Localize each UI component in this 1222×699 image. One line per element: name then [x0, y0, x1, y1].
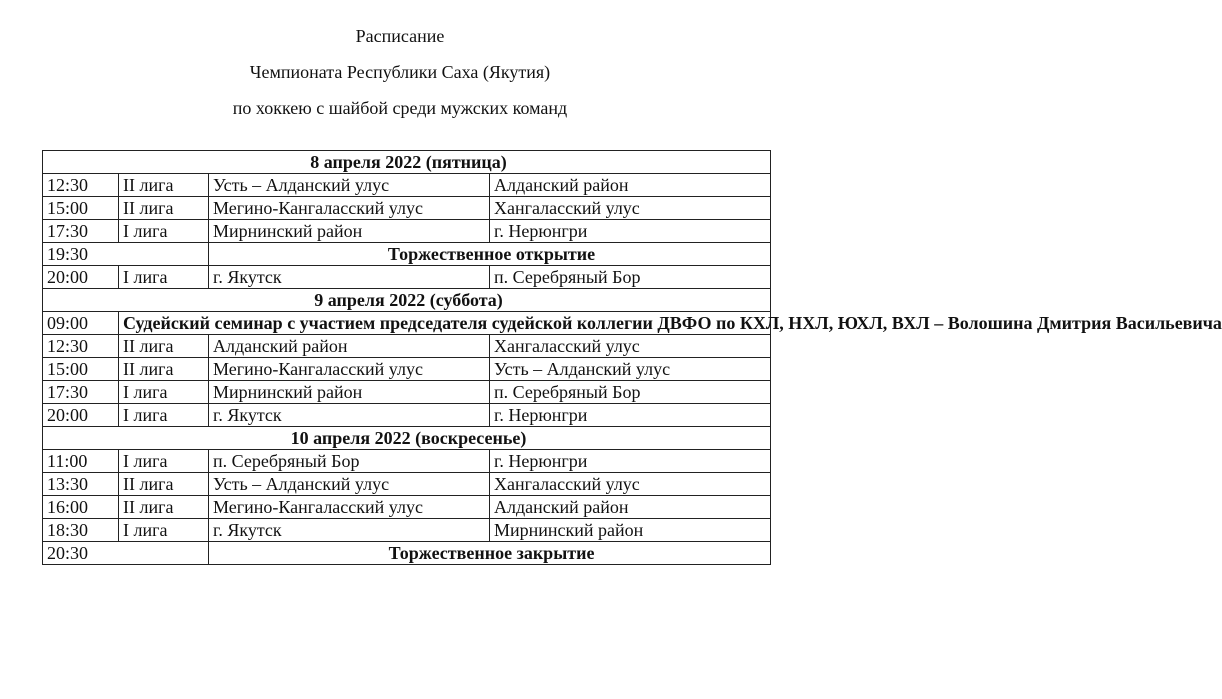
day-header-row [43, 427, 771, 450]
away-team-cell: Мирнинский район [490, 519, 771, 542]
match-row [43, 266, 771, 289]
home-team-cell: Мирнинский район [209, 220, 490, 243]
away-team-cell: п. Серебряный Бор [490, 266, 771, 289]
away-team-cell: п. Серебряный Бор [490, 381, 771, 404]
away-team-cell: Хангаласский улус [490, 473, 771, 496]
seminar-cell: Судейский семинар с участием председателя судейской коллегии ДВФО по КХЛ, НХЛ, ЮХЛ, ВХЛ – Волошина Дмитрия Васильевича [119, 312, 771, 335]
home-team-cell: г. Якутск [209, 519, 490, 542]
time-cell: 18:30 [43, 519, 119, 542]
home-team-cell: г. Якутск [209, 404, 490, 427]
match-row [43, 358, 771, 381]
time-cell: 15:00 [43, 197, 119, 220]
home-team-cell: Мегино-Кангаласский улус [209, 358, 490, 381]
match-row [43, 473, 771, 496]
match-row [43, 381, 771, 404]
time-cell: 09:00 [43, 312, 119, 335]
league-cell: II лига [119, 358, 209, 381]
league-cell: II лига [119, 174, 209, 197]
home-team-cell: Алданский район [209, 335, 490, 358]
home-team-cell: Усть – Алданский улус [209, 174, 490, 197]
league-cell: I лига [119, 381, 209, 404]
event-cell: Торжественное закрытие [209, 542, 771, 565]
home-team-cell: г. Якутск [209, 266, 490, 289]
time-cell: 12:30 [43, 174, 119, 197]
league-cell: II лига [119, 197, 209, 220]
time-cell: 19:30 [43, 243, 209, 266]
league-cell: I лига [119, 404, 209, 427]
home-team-cell: Усть – Алданский улус [209, 473, 490, 496]
day-title: 10 апреля 2022 (воскресенье) [43, 427, 771, 450]
day-header-row [43, 289, 771, 312]
match-row [43, 335, 771, 358]
day-title: 9 апреля 2022 (суббота) [43, 289, 771, 312]
document-title: Расписание [355, 26, 445, 46]
league-cell: I лига [119, 220, 209, 243]
match-row [43, 197, 771, 220]
time-cell: 17:30 [43, 381, 119, 404]
seminar-row [43, 312, 771, 335]
time-cell: 20:00 [43, 404, 119, 427]
time-cell: 15:00 [43, 358, 119, 381]
home-team-cell: Мегино-Кангаласский улус [209, 496, 490, 519]
league-cell: II лига [119, 335, 209, 358]
time-cell: 17:30 [43, 220, 119, 243]
away-team-cell: Алданский район [490, 174, 771, 197]
home-team-cell: п. Серебряный Бор [209, 450, 490, 473]
match-row [43, 174, 771, 197]
time-cell: 11:00 [43, 450, 119, 473]
schedule-table [42, 150, 1222, 565]
league-cell: II лига [119, 473, 209, 496]
time-cell: 16:00 [43, 496, 119, 519]
event-cell: Торжественное открытие [209, 243, 771, 266]
day-title: 8 апреля 2022 (пятница) [43, 151, 771, 174]
league-cell: II лига [119, 496, 209, 519]
league-cell: I лига [119, 450, 209, 473]
away-team-cell: Усть – Алданский улус [490, 358, 771, 381]
time-cell: 20:30 [43, 542, 209, 565]
away-team-cell: г. Нерюнгри [490, 404, 771, 427]
home-team-cell: Мирнинский район [209, 381, 490, 404]
league-cell: I лига [119, 519, 209, 542]
home-team-cell: Мегино-Кангаласский улус [209, 197, 490, 220]
league-cell: I лига [119, 266, 209, 289]
away-team-cell: г. Нерюнгри [490, 220, 771, 243]
match-row [43, 496, 771, 519]
away-team-cell: Хангаласский улус [490, 335, 771, 358]
away-team-cell: Алданский район [490, 496, 771, 519]
championship-title: Чемпионата Республики Саха (Якутия) [249, 62, 551, 82]
match-row [43, 404, 771, 427]
away-team-cell: Хангаласский улус [490, 197, 771, 220]
match-row [43, 450, 771, 473]
away-team-cell: г. Нерюнгри [490, 450, 771, 473]
event-row [43, 542, 771, 565]
time-cell: 20:00 [43, 266, 119, 289]
day-header-row [43, 151, 771, 174]
time-cell: 13:30 [43, 473, 119, 496]
event-row [43, 243, 771, 266]
match-row [43, 519, 771, 542]
time-cell: 12:30 [43, 335, 119, 358]
match-row [43, 220, 771, 243]
championship-subtitle: по хоккею с шайбой среди мужских команд [232, 98, 568, 118]
